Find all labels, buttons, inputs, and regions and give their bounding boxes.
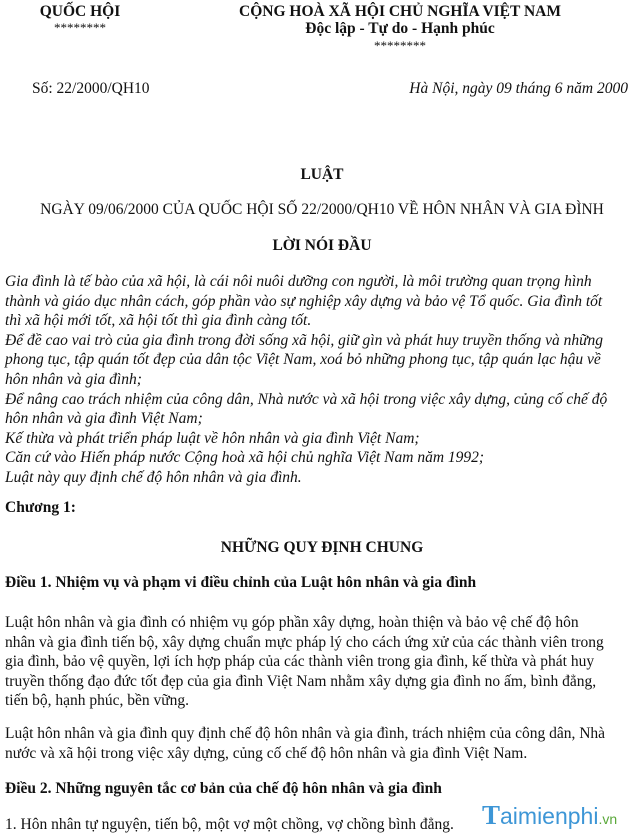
- watermark-initial: T: [482, 800, 501, 830]
- preamble-text: [5, 272, 607, 488]
- article-2-item-1: 1. Hôn nhân tự nguyện, tiến bộ, một vợ một chồng, vợ chồng bình đẳng.: [5, 816, 454, 833]
- document-subtitle: NGÀY 09/06/2000 CỦA QUỐC HỘI SỐ 22/2000/QH10 VỀ HÔN NHÂN VÀ GIA ĐÌNH: [40, 201, 604, 218]
- paragraph-line: truyền thống đạo đức tốt đẹp của gia đình Việt Nam nhằm xây dựng gia đình no ấm, bình đẳng,: [5, 672, 597, 690]
- preamble-line: Để đề cao vai trò của gia đình trong đời sống xã hội, giữ gìn và phát huy truyền thống và những: [5, 331, 604, 349]
- article-1-paragraph-2: [5, 724, 605, 763]
- preamble-line: Để nâng cao trách nhiệm của công dân, Nhà nước và xã hội trong việc xây dựng, củng cố chế độ: [5, 390, 608, 408]
- article-1-heading: Điều 1. Nhiệm vụ và phạm vi điều chỉnh của Luật hôn nhân và gia đình: [5, 574, 477, 591]
- preamble-line: Căn cứ vào Hiến pháp nước Cộng hoà xã hội chủ nghĩa Việt Nam năm 1992;: [5, 449, 485, 467]
- issuer-stars: ********: [54, 20, 106, 35]
- preamble-line: thành và giáo dục nhân cách, góp phần vào sự nghiệp xây dựng và bảo vệ Tổ quốc. Gia đình tốt: [5, 292, 603, 310]
- motto-stars: ********: [374, 38, 426, 53]
- document-title: LUẬT: [300, 166, 344, 183]
- chapter-title: NHỮNG QUY ĐỊNH CHUNG: [220, 539, 424, 556]
- paragraph-line: gia đình, bảo vệ quyền, lợi ích hợp pháp của các thành viên trong gia đình, kế thừa và phát huy: [5, 653, 595, 671]
- document-number: Số: 22/2000/QH10: [32, 80, 150, 97]
- paragraph-line: Luật hôn nhân và gia đình có nhiệm vụ góp phần xây dựng, hoàn thiện và bảo vệ chế độ hôn: [5, 614, 579, 631]
- paragraph-line: nước và xã hội trong việc xây dựng, củng cố chế độ hôn nhân và gia đình Việt Nam.: [5, 744, 528, 762]
- issuer-name: QUỐC HỘI: [39, 3, 121, 20]
- preamble-line: thì xã hội mới tốt, xã hội tốt thì gia đình càng tốt.: [5, 312, 312, 330]
- paragraph-line: tiến bộ, hạnh phúc, bền vững.: [5, 692, 190, 710]
- preamble-line: Gia đình là tế bào của xã hội, là cái nôi nuôi dưỡng con người, là môi trường quan trọng hình: [5, 273, 592, 290]
- preamble-heading: LỜI NÓI ĐẦU: [272, 237, 372, 254]
- national-title: CỘNG HOÀ XÃ HỘI CHỦ NGHĨA VIỆT NAM: [239, 3, 561, 20]
- article-2-heading: Điều 2. Những nguyên tắc cơ bản của chế độ hôn nhân và gia đình: [5, 780, 442, 797]
- place-date: Hà Nội, ngày 09 tháng 6 năm 2000: [409, 80, 628, 97]
- article-1-paragraph-1: [5, 613, 604, 711]
- watermark-brand: aimienphi: [500, 803, 599, 829]
- preamble-line: hôn nhân và gia đình;: [5, 370, 142, 388]
- chapter-label: Chương 1:: [5, 499, 76, 516]
- paragraph-line: nhân và gia đình tiến bộ, xây dựng chuẩn mực pháp lý cho cách ứng xử của các thành viên trong: [5, 633, 604, 651]
- preamble-line: Luật này quy định chế độ hôn nhân và gia đình.: [5, 468, 302, 486]
- national-motto: Độc lập - Tự do - Hạnh phúc: [305, 20, 495, 37]
- paragraph-line: Luật hôn nhân và gia đình quy định chế độ hôn nhân và gia đình, trách nhiệm của công dân, Nhà: [5, 725, 606, 742]
- preamble-line: hôn nhân và gia đình Việt Nam;: [5, 410, 203, 428]
- watermark-suffix: .vn: [598, 811, 618, 827]
- watermark-logo: [482, 801, 617, 833]
- preamble-line: phong tục, tập quán tốt đẹp của dân tộc Việt Nam, xoá bỏ những phong tục, tập quán lạc hậu về: [5, 351, 601, 369]
- preamble-line: Kế thừa và phát triển pháp luật về hôn nhân và gia đình Việt Nam;: [5, 429, 420, 447]
